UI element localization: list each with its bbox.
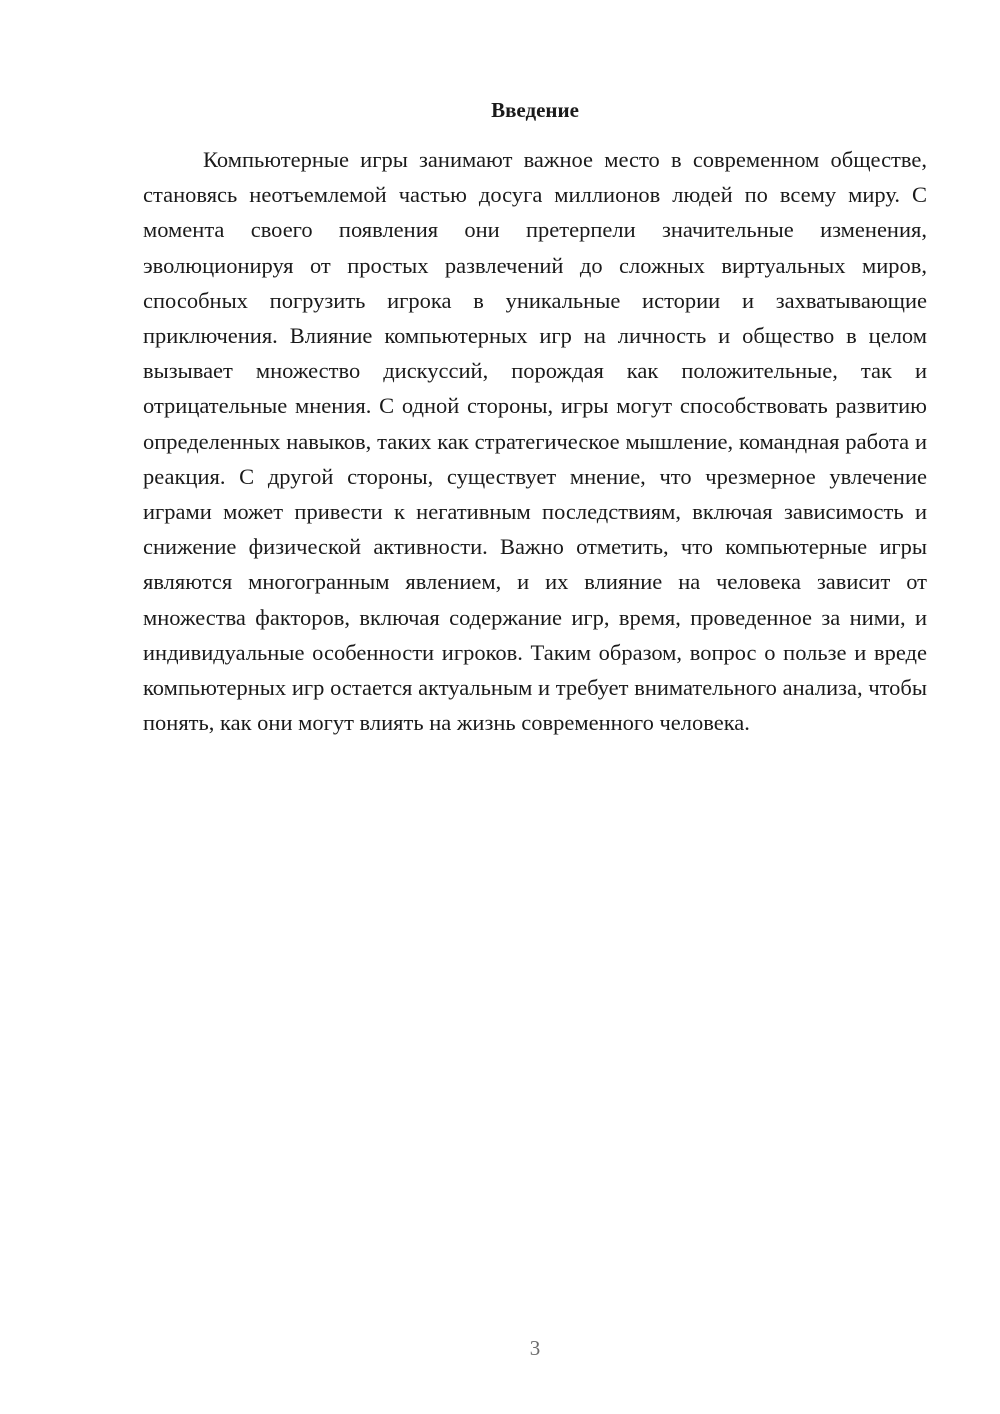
section-heading: Введение (491, 98, 579, 122)
page-number: 3 (529, 1336, 541, 1360)
intro-paragraph: Компьютерные игры занимают важное место в современном обществе, становясь неотъемлемой частью досуга миллионов людей по всему миру. С момента своего появления они претерпели значительные изменения, эволюционируя от простых развлечений до сложных виртуальных миров, способных погрузить игрока в уникальные истории и захватывающие приключения. Влияние компьютерных игр на личность и общество в целом вызывает множество дискуссий, порождая как положительные, так и отрицательные мнения. С одной стороны, игры могут способствовать развитию определенных навыков, таких как стратегическое мышление, командная работа и реакция. С другой стороны, существует мнение, что чрезмерное увлечение играми может привести к негативным последствиям, включая зависимость и снижение физической активности. Важно отметить, что компьютерные игры являются многогранным явлением, и их влияние на человека зависит от множества факторов, включая содержание игр, время, проведенное за ними, и индивидуальные особенности игроков. Таким образом, вопрос о пользе и вреде компьютерных игр остается актуальным и требует внимательного анализа, чтобы понять, как они могут влиять на жизнь современного человека. (143, 147, 927, 736)
